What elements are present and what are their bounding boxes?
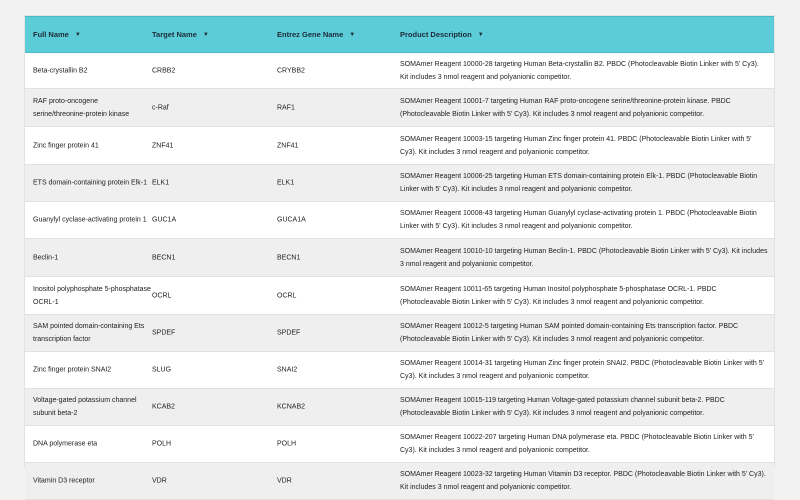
- header-entrez-gene-name-label: Entrez Gene Name: [277, 30, 344, 39]
- cell-product-description: SOMAmer Reagent 10001-7 targeting Human RAF proto-oncogene serine/threonine-protein kinase. PBDC (Photocleavable Biotin Linker with 5' Cy3). Kit includes 3 nmol reagent and polyanionic competitor.: [400, 97, 731, 118]
- cell-full-name: Beta-crystallin B2: [33, 67, 88, 74]
- cell-target-name: SLUG: [152, 366, 172, 374]
- cell-full-name: Guanylyl cyclase-activating protein 1: [33, 216, 147, 224]
- cell-target-name: KCAB2: [152, 403, 175, 411]
- cell-product-description: SOMAmer Reagent 10003-15 targeting Human Zinc finger protein 41. PBDC (Photocleavable Biotin Linker with 5' Cy3). Kit includes 3 nmol reagent and polyanionic competitor.: [400, 135, 752, 156]
- header-full-name-label: Full Name: [33, 30, 69, 39]
- cell-product-description: SOMAmer Reagent 10006-25 targeting Human ETS domain-containing protein Elk-1. PBDC (Photocleavable Biotin Linker with 5' Cy3). Kit includes 3 nmol reagent and polyanionic competitor.: [400, 173, 758, 193]
- cell-full-name: Inositol polyphosphate 5-phosphatase OCRL-1: [33, 285, 151, 306]
- cell-product-description: SOMAmer Reagent 10014-31 targeting Human Zinc finger protein SNAI2. PBDC (Photocleavable Biotin Linker with 5' Cy3). Kit includes 3 nmol reagent and polyanionic competitor.: [400, 360, 764, 380]
- cell-full-name: Zinc finger protein SNAI2: [33, 366, 112, 374]
- header-target-name-label: Target Name: [152, 30, 197, 39]
- header-entrez-gene-name[interactable]: [277, 30, 387, 39]
- cell-target-name: OCRL: [152, 292, 172, 299]
- cell-entrez-gene-name: RAF1: [277, 104, 295, 111]
- cell-product-description: SOMAmer Reagent 10000-28 targeting Human Beta-crystallin B2. PBDC (Photocleavable Biotin Linker with 5' Cy3). Kit includes 3 nmol reagent and polyanionic competitor.: [400, 60, 759, 81]
- sort-caret-icon[interactable]: ▼: [202, 31, 209, 38]
- cell-entrez-gene-name: SPDEF: [277, 329, 301, 337]
- cell-full-name: Zinc finger protein 41: [33, 142, 99, 149]
- header-product-description-label: Product Description: [400, 30, 472, 39]
- table-row[interactable]: [25, 426, 774, 463]
- cell-entrez-gene-name: ELK1: [277, 179, 295, 187]
- table-row[interactable]: [25, 89, 774, 127]
- cell-entrez-gene-name: POLH: [277, 440, 297, 448]
- cell-full-name: Voltage-gated potassium channel subunit beta-2: [33, 397, 137, 417]
- header-full-name[interactable]: [33, 30, 151, 39]
- cell-full-name: ETS domain-containing protein Elk-1: [33, 179, 148, 187]
- header-target-name[interactable]: [152, 30, 272, 39]
- cell-full-name: DNA polymerase eta: [33, 440, 98, 448]
- table-row[interactable]: [25, 53, 774, 89]
- table-row[interactable]: [25, 202, 774, 239]
- table-row[interactable]: [25, 277, 774, 315]
- cell-product-description: SOMAmer Reagent 10008-43 targeting Human Guanylyl cyclase-activating protein 1. PBDC (Photocleavable Biotin Linker with 5' Cy3). Kit includes 3 nmol reagent and polyanionic competitor.: [400, 210, 757, 230]
- table-row[interactable]: [25, 165, 774, 202]
- cell-target-name: GUC1A: [152, 216, 177, 224]
- cell-product-description: SOMAmer Reagent 10015-119 targeting Human Voltage-gated potassium channel subunit beta-2. PBDC (Photocleavable Biotin Linker with 5' Cy3). Kit includes 3 nmol reagent and polyanionic competitor.: [400, 397, 725, 417]
- cell-full-name: SAM pointed domain-containing Ets transcription factor: [33, 323, 145, 343]
- cell-full-name: Vitamin D3 receptor: [33, 477, 95, 485]
- cell-target-name: BECN1: [152, 254, 176, 261]
- header-product-description[interactable]: [400, 30, 768, 39]
- cell-full-name: RAF proto-oncogene serine/threonine-protein kinase: [33, 97, 130, 118]
- table-header: [25, 16, 774, 53]
- cell-entrez-gene-name: GUCA1A: [277, 216, 306, 224]
- cell-entrez-gene-name: SNAI2: [277, 366, 298, 374]
- table-row[interactable]: [25, 389, 774, 426]
- cell-target-name: CRBB2: [152, 67, 176, 74]
- cell-target-name: ZNF41: [152, 142, 174, 149]
- cell-product-description: SOMAmer Reagent 10010-10 targeting Human Beclin-1. PBDC (Photocleavable Biotin Linker with 5' Cy3). Kit includes 3 nmol reagent and polyanionic competitor.: [400, 247, 768, 268]
- cell-product-description: SOMAmer Reagent 10023-32 targeting Human Vitamin D3 receptor. PBDC (Photocleavable Biotin Linker with 5' Cy3). Kit includes 3 nmol reagent and polyanionic competitor.: [400, 471, 766, 491]
- cell-product-description: SOMAmer Reagent 10011-65 targeting Human Inositol polyphosphate 5-phosphatase OCRL-1. PBDC (Photocleavable Biotin Linker with 5' Cy3). Kit includes 3 nmol reagent and polyanionic competitor.: [400, 285, 717, 306]
- cell-entrez-gene-name: VDR: [277, 477, 292, 485]
- cell-target-name: c-Raf: [152, 104, 169, 111]
- cell-target-name: POLH: [152, 440, 172, 448]
- table-row[interactable]: [25, 352, 774, 389]
- cell-full-name: Beclin-1: [33, 254, 59, 261]
- cell-product-description: SOMAmer Reagent 10012-5 targeting Human SAM pointed domain-containing Ets transcription factor. PBDC (Photocleavable Biotin Linker with 5' Cy3). Kit includes 3 nmol reagent and polyanionic competitor.: [400, 323, 739, 343]
- sort-caret-icon[interactable]: ▼: [349, 31, 356, 38]
- cell-entrez-gene-name: ZNF41: [277, 142, 299, 149]
- table-row[interactable]: [25, 239, 774, 277]
- cell-target-name: VDR: [152, 477, 167, 485]
- cell-target-name: SPDEF: [152, 329, 176, 337]
- product-table: [25, 16, 774, 491]
- cell-entrez-gene-name: BECN1: [277, 254, 301, 261]
- sort-caret-icon[interactable]: ▼: [74, 31, 81, 38]
- cell-entrez-gene-name: OCRL: [277, 292, 297, 299]
- table-body: [25, 53, 774, 500]
- table-row[interactable]: [25, 127, 774, 165]
- table-row[interactable]: [25, 315, 774, 352]
- cell-product-description: SOMAmer Reagent 10022-207 targeting Human DNA polymerase eta. PBDC (Photocleavable Biotin Linker with 5' Cy3). Kit includes 3 nmol reagent and polyanionic competitor.: [400, 434, 754, 454]
- table-row[interactable]: [25, 463, 774, 500]
- cell-entrez-gene-name: CRYBB2: [277, 67, 305, 74]
- cell-target-name: ELK1: [152, 179, 170, 187]
- sort-caret-icon[interactable]: ▼: [477, 31, 484, 38]
- cell-entrez-gene-name: KCNAB2: [277, 403, 306, 411]
